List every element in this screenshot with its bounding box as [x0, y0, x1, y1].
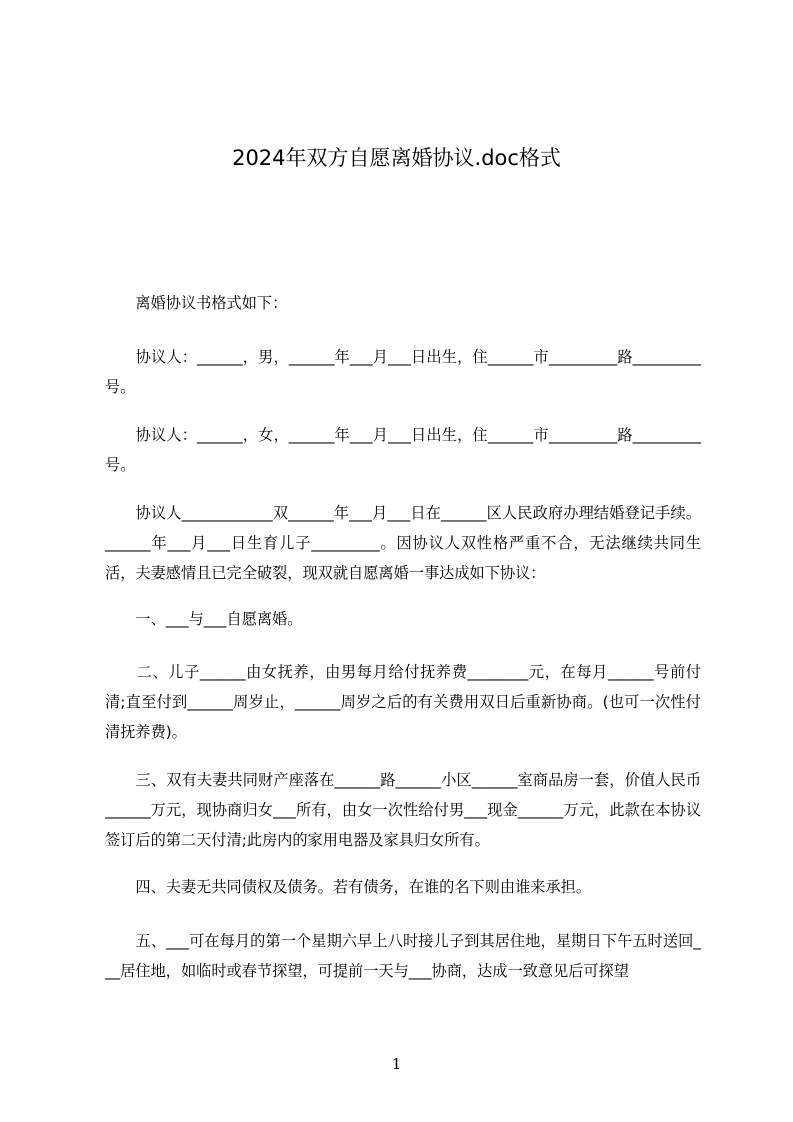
paragraph-clause-3: 三、双有夫妻共同财产座落在______路______小区______室商品房一套，价值人民币______万元，现协商归女___所有，由女一次性给付男___现金______万元，此款在本协议签订后的第二天付清;此房内的家用电器及家具归女所有。	[105, 771, 701, 849]
paragraph-clause-5: 五、___可在每月的第一个星期六早上八时接儿子到其居住地，星期日下午五时送回___居住地，如临时或春节探望，可提前一天与___协商，达成一致意见后可探望	[105, 932, 701, 980]
paragraph-party-female: 协议人：______，女，______年___月___日出生，住______市_________路_________号。	[105, 426, 701, 474]
paragraph-marriage-info: 协议人____________双______年___月___日在______区人民政府办理结婚登记手续。______年___月___日生育儿子_________。因协议人双性格严重不合，无法继续共同生活，夫妻感情且已完全破裂，现双就自愿离婚一事达成如下协议：	[105, 504, 701, 582]
paragraph-party-male: 协议人：______，男，______年___月___日出生，住______市_________路_________号。	[105, 348, 701, 396]
paragraph-clause-2: 二、儿子______由女抚养，由男每月给付抚养费________元，在每月______号前付清;直至付到______周岁止，______周岁之后的有关费用双日后重新协商。(也可一次性付清抚养费)。	[105, 663, 701, 741]
document-title: 2024年双方自愿离婚协议.doc格式	[232, 146, 561, 170]
page-number: 1	[391, 1055, 402, 1073]
paragraph-clause-4: 四、夫妻无共同债权及债务。若有债务，在谁的名下则由谁来承担。	[105, 878, 591, 896]
paragraph-clause-1: 一、___与___自愿离婚。	[105, 610, 303, 628]
paragraph-intro: 离婚协议书格式如下：	[105, 294, 288, 312]
